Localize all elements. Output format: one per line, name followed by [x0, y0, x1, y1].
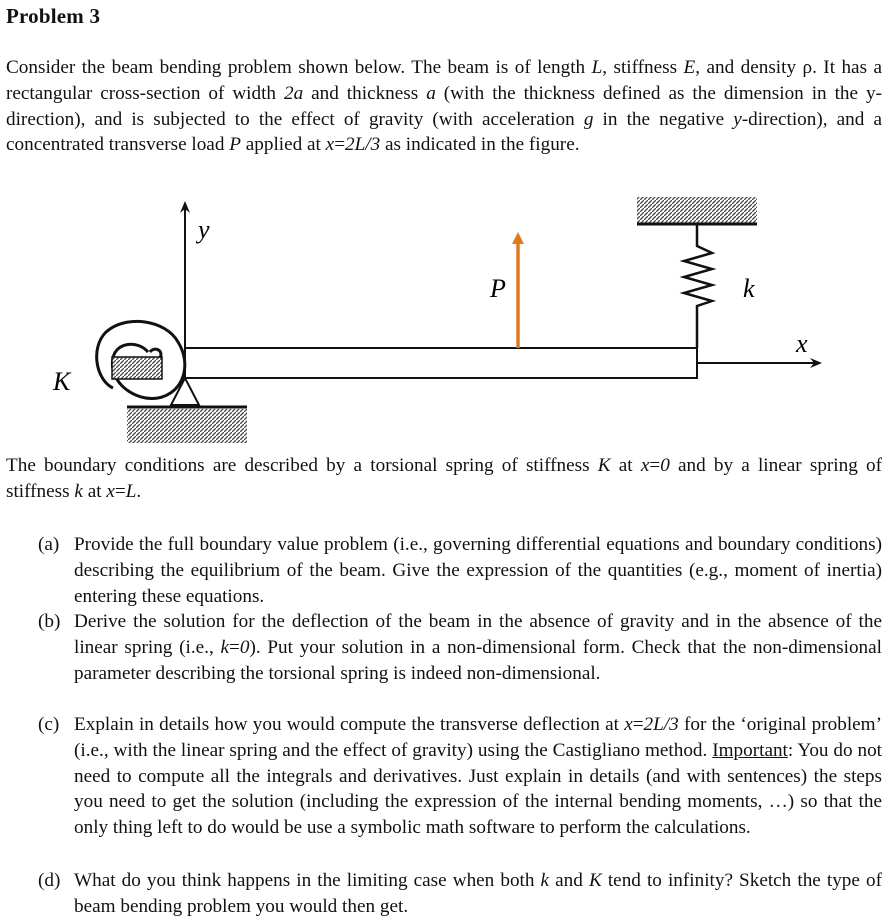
pin-support — [171, 378, 199, 405]
linear-spring — [684, 224, 712, 348]
question-text: Derive the solution for the deflection of the beam in the absence of gravity and in the absence of the linear spring (i.e., k=0). Put your solution in a non-dimensional form. Check that the non-dimensional parameter describing the torsional spring is indeed non-dimensional. — [74, 611, 882, 684]
beam — [185, 348, 697, 378]
ground-hatch — [127, 409, 247, 443]
boundary-conditions-text: The boundary conditions are described by a torsional spring of stiffness K at x=0 and by a linear spring of stiffness k at x=L. — [6, 455, 882, 502]
question-text: Explain in details how you would compute the transverse deflection at x=2L/3 for the ‘original problem’ (i.e., with the linear spring and the effect of gravity) using the Castigliano method. Important: You do not need to compute all the integrals and derivatives. Just explain in details (and with sentences) the steps you need to get the solution (including the expression of the internal bending moments, …) so that the only thing left to do would be use a symbolic math software to perform the calculations. — [74, 714, 883, 839]
question-text: What do you think happens in the limiting case when both k and K tend to infinity? Sketch the type of beam bending problem you would then get. — [74, 870, 882, 917]
problem-title: Problem 3 — [6, 4, 101, 28]
linear-spring-label: k — [743, 274, 755, 303]
question-label: (a) — [38, 534, 60, 555]
problem-statement: Consider the beam bending problem shown below. The beam is of length L, stiffness E, and density ρ. It has a rectangular cross-section of width 2a and thickness a (with the thickness defined as the dimension in the y-direction), and is subjected to the effect of gravity (with acceleration g in the negative y-direction), and a concentrated transverse load P applied at x=2L/3 as indicated in the figure. — [6, 57, 882, 156]
load-label: P — [490, 274, 506, 303]
torsional-spring-anchor — [112, 357, 162, 379]
question-text: Provide the full boundary value problem (i.e., governing differential equations and boundary conditions) describing the equilibrium of the beam. Give the expression of the quantities (e.g., moment of inertia) entering these equations. — [74, 534, 882, 607]
important-label: Important — [712, 739, 788, 761]
question-label: (b) — [38, 611, 61, 632]
y-axis-label: y — [198, 215, 210, 244]
top-wall — [637, 197, 757, 223]
torsional-spring-label: K — [53, 367, 71, 396]
question-label: (c) — [38, 714, 60, 735]
question-label: (d) — [38, 870, 61, 891]
torsional-spring — [97, 321, 185, 398]
x-axis-label: x — [796, 329, 808, 358]
torsional-spring-end — [150, 349, 161, 358]
